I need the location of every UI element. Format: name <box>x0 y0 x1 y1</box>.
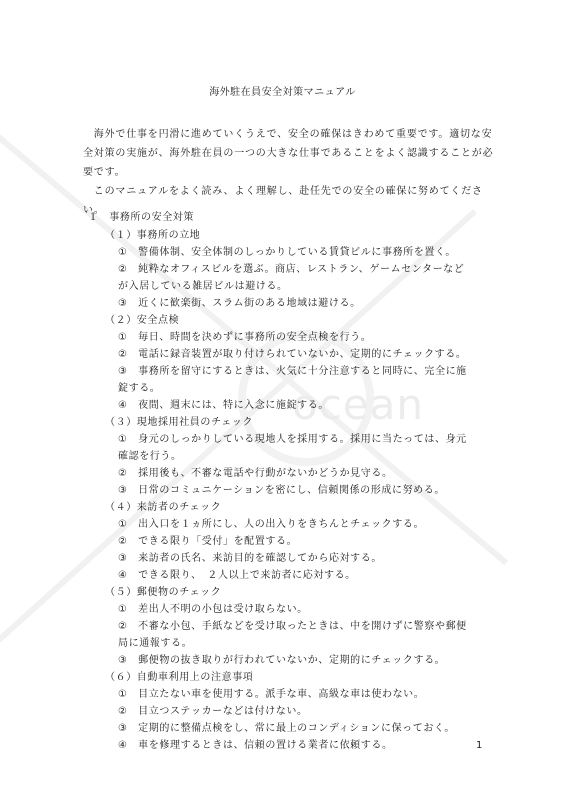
intro-paragraph: このマニュアルをよく読み、よく理解し、赴任先での安全の確保に努めてください。 <box>83 186 483 216</box>
subsection-heading: （１）事務所の立地 <box>105 230 201 241</box>
document-title: 海外駐在員安全対策マニュアル <box>209 87 356 98</box>
list-item: ② できる限り「受付」を配置する。 <box>118 536 298 547</box>
watermark-logo: ocean <box>292 380 424 429</box>
list-item: ① 差出人不明の小包は受け取らない。 <box>118 604 308 615</box>
list-item: ④ 夜間、週末には、特に入念に施錠する。 <box>118 400 329 411</box>
list-item: ② 電話に録音装置が取り付けられていないか、定期的にチェックする。 <box>118 349 467 360</box>
section-heading: １ 事務所の安全対策 <box>88 212 194 223</box>
list-item: ③ 定期的に整備点検をし、常に最上のコンディションに保っておく。 <box>118 723 455 734</box>
list-item: ① 身元のしっかりしている現地人を採用する。採用に当たっては、身元 <box>118 434 467 445</box>
list-item: ① 出入口を１ヵ所にし、人の出入りをきちんとチェックする。 <box>118 519 425 530</box>
subsection-heading: （３）現地採用社員のチェック <box>105 417 254 428</box>
list-item: ② 不審な小包、手紙などを受け取ったときは、中を開けずに警察や郵便 <box>118 621 467 632</box>
list-item: ④ 車を修理するときは、信頼の置ける業者に依頼する。 <box>118 740 393 751</box>
list-item: ④ できる限り、 ２人以上で来訪者に応対する。 <box>118 570 356 581</box>
list-item: が入居している雑居ビルは避ける。 <box>118 281 288 292</box>
list-item: ① 目立たない車を使用する。派手な車、高級な車は使わない。 <box>118 689 425 700</box>
subsection-heading: （２）安全点検 <box>105 315 180 326</box>
list-item: ② 純粋なオフィスビルを選ぶ。商店、レストラン、ゲームセンターなど <box>118 264 465 275</box>
subsection-heading: （５）郵便物のチェック <box>105 587 222 598</box>
list-item: ③ 来訪者の氏名、来訪目的を確認してから応対する。 <box>118 553 382 564</box>
list-item: 局に通報する。 <box>118 638 193 649</box>
subsection-heading: （６）自動車利用上の注意事項 <box>105 672 254 683</box>
list-item: ② 採用後も、不審な電話や行動がないかどうか見守る。 <box>118 468 393 479</box>
list-item: ① 毎日、時間を決めずに事務所の安全点検を行う。 <box>118 332 372 343</box>
intro-paragraph: 海外で仕事を円滑に進めていくうえで、安全の確保はきわめて重要です。適切な安全対策の実施が、海外駐在員の一つの大きな仕事であることをよく認識することが必要です。 <box>83 129 494 178</box>
list-item: 確認を行う。 <box>118 451 182 462</box>
list-item: 錠する。 <box>118 383 161 394</box>
list-item: ③ 事務所を留守にするときは、火気に十分注意すると同時に、完全に施 <box>118 366 467 377</box>
list-item: ① 警備体制、安全体制のしっかりしている賃貸ビルに事務所を置く。 <box>118 247 456 258</box>
page-number: 1 <box>476 740 483 751</box>
list-item: ③ 近くに歓楽街、スラム街のある地域は避ける。 <box>118 298 361 309</box>
list-item: ③ 郵便物の抜き取りが行われていないか、定期的にチェックする。 <box>118 655 446 666</box>
subsection-heading: （４）来訪者のチェック <box>105 502 222 513</box>
list-item: ③ 日常のコミュニケーションを密にし、信頼関係の形成に努める。 <box>118 485 445 496</box>
list-item: ② 目立つステッカーなどは付けない。 <box>118 706 308 717</box>
